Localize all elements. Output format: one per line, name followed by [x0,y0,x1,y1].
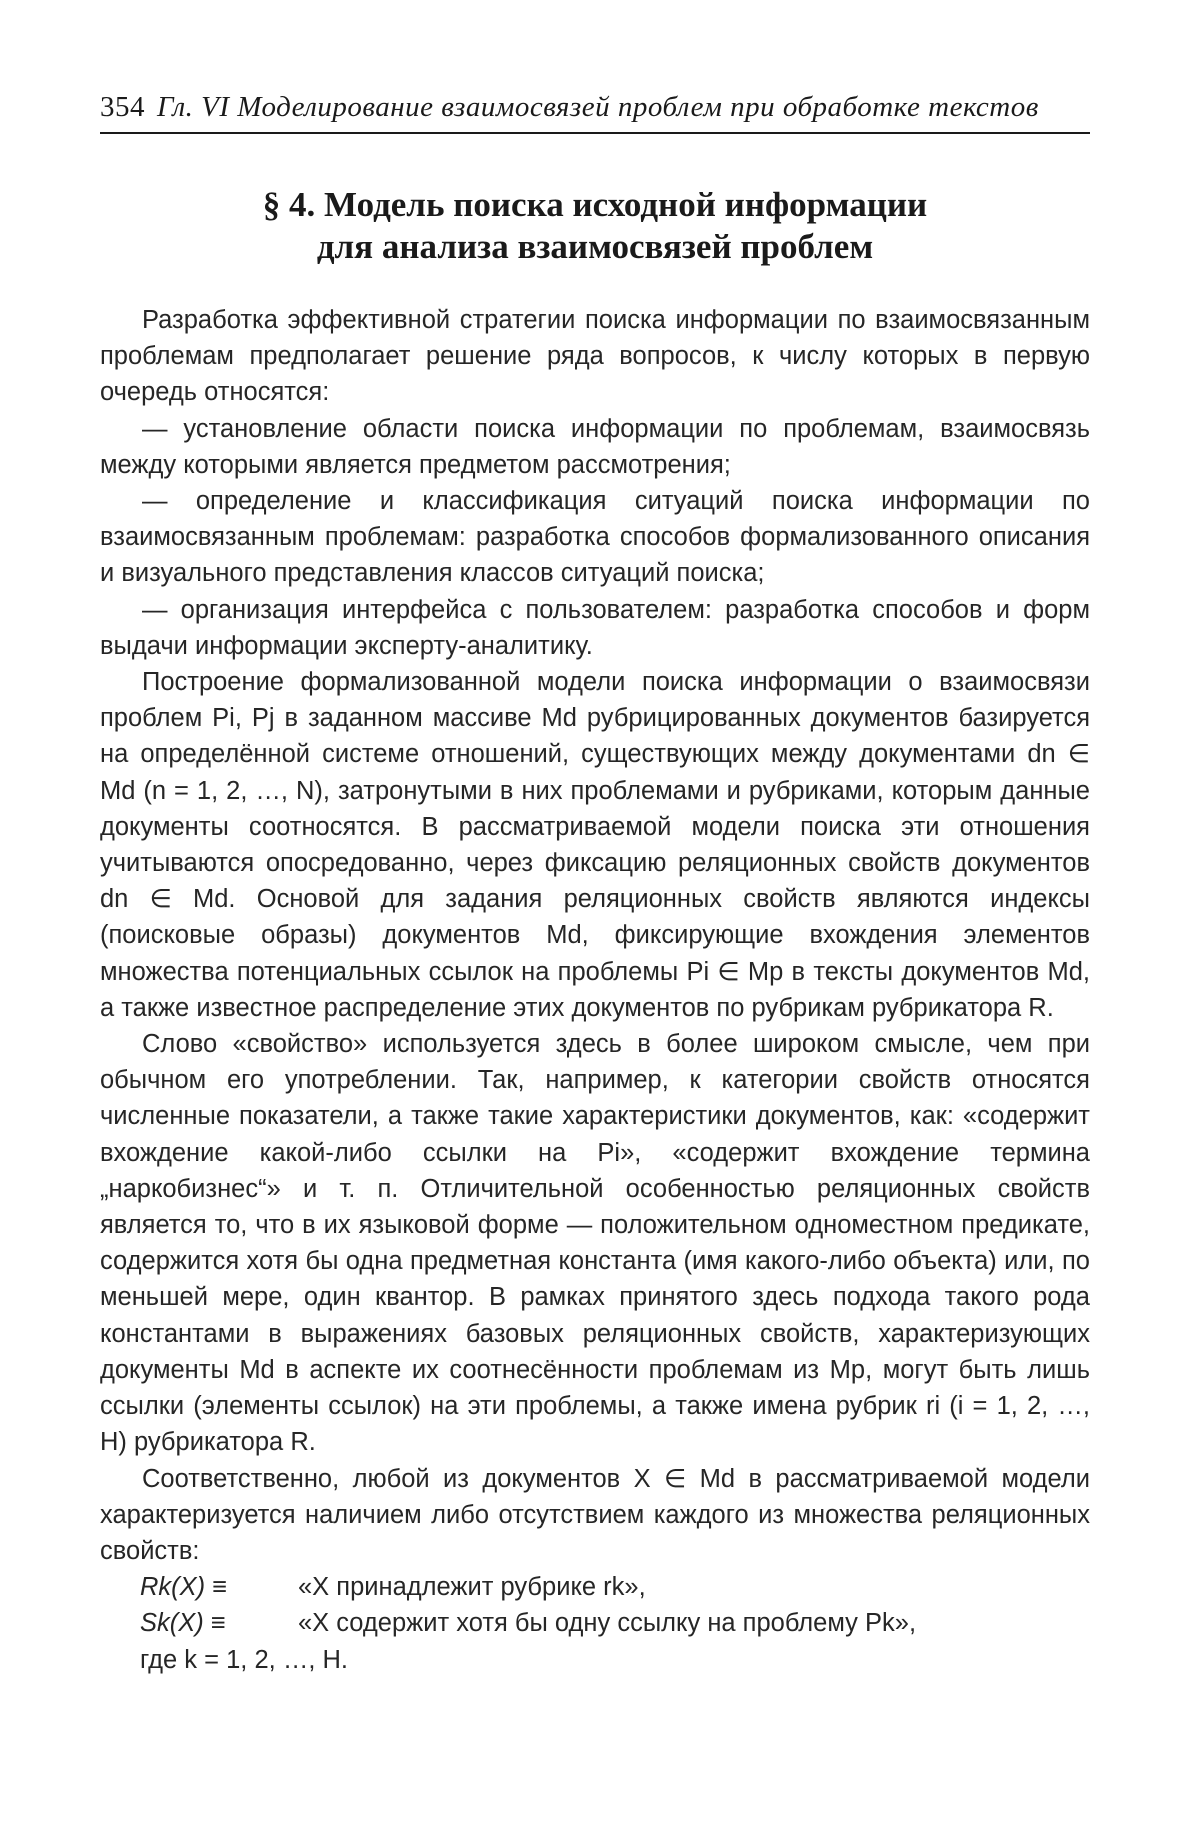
page-number: 354 [100,91,145,123]
paragraph-model: Построение формализованной модели поиска информации о взаимосвязи проблем Pi, Pj в заданном массиве Md рубрицированных документов базируется на определённой системе отношений, существующих между документами dn ∈ Md (n = 1, 2, …, N), затронутыми в них проблемами и рубриками, которым данные документы соотносятся. В рассматриваемой модели поиска эти отношения учитываются опосредованно, через фиксацию реляционных свойств документов dn ∈ Md. Основой для задания реляционных свойств являются индексы (поисковые образы) документов Md, фиксирующие вхождения элементов множества потенциальных ссылок на проблемы Pi ∈ Mp в тексты документов Md, а также известное распределение этих документов по рубрикам рубрикатора R. [100,668,1090,1022]
running-title: Гл. VI Моделирование взаимосвязей проблем при обработке текстов [157,91,1039,123]
formula-rhs: «X принадлежит рубрике rk», [298,1573,646,1602]
paragraph-intro: Разработка эффективной стратегии поиска информации по взаимосвязанным проблемам предполагает решение ряда вопросов, к числу которых в первую очередь относятся: [100,306,1090,407]
formula-block [100,1569,1090,1678]
formula-tail: где k = 1, 2, …, H. [140,1645,348,1674]
list-item-search-area: — установление области поиска информации по проблемам, взаимосвязь между которыми является предметом рассмотрения; [100,414,1090,479]
book-page [100,90,1090,1678]
formula-lhs: Sk(X) ≡ [140,1609,226,1638]
section-title-line-2: для анализа взаимосвязей проблем [316,227,874,266]
formula-rhs: «X содержит хотя бы одну ссылку на проблему Pk», [298,1609,917,1638]
paragraph-accordingly: Соответственно, любой из документов X ∈ Md в рассматриваемой модели характеризуется наличием либо отсутствием каждого из множества реляционных свойств: [100,1464,1090,1565]
list-item-interface: — организация интерфейса с пользователем: разработка способов и форм выдачи информации эксперту-аналитику. [100,595,1090,660]
formula-row [140,1569,1090,1605]
section-title-line-1: § 4. Модель поиска исходной информации [262,185,928,224]
formula-row [140,1605,1090,1641]
paragraph-property: Слово «свойство» используется здесь в более широком смысле, чем при обычном его употреблении. Так, например, к категории свойств относятся численные показатели, а также такие характеристики документов, как: «содержит вхождение какой-либо ссылки на Pi», «содержит вхождение термина „наркобизнес“» и т. п. Отличительной особенностью реляционных свойств является то, что в их языковой форме — положительном одноместном предикате, содержится хотя бы одна предметная константа (имя какого-либо объекта) или, по меньшей мере, один квантор. В рамках принятого здесь подхода такого рода константами в выражениях базовых реляционных свойств, характеризующих документы Md в аспекте их соотнесённости проблемам из Mp, могут быть лишь ссылки (элементы ссылок) на эти проблемы, а также имена рубрик ri (i = 1, 2, …, H) рубрикатора R. [100,1030,1090,1457]
section-title [100,184,1090,268]
running-head [100,90,1090,134]
list-item-situations: — определение и классификация ситуаций поиска информации по взаимосвязанным проблемам: разработка способов формализованного описания и визуального представления классов ситуаций поиска; [100,487,1090,588]
formula-lhs: Rk(X) ≡ [140,1573,228,1602]
body-text [100,302,1090,1569]
